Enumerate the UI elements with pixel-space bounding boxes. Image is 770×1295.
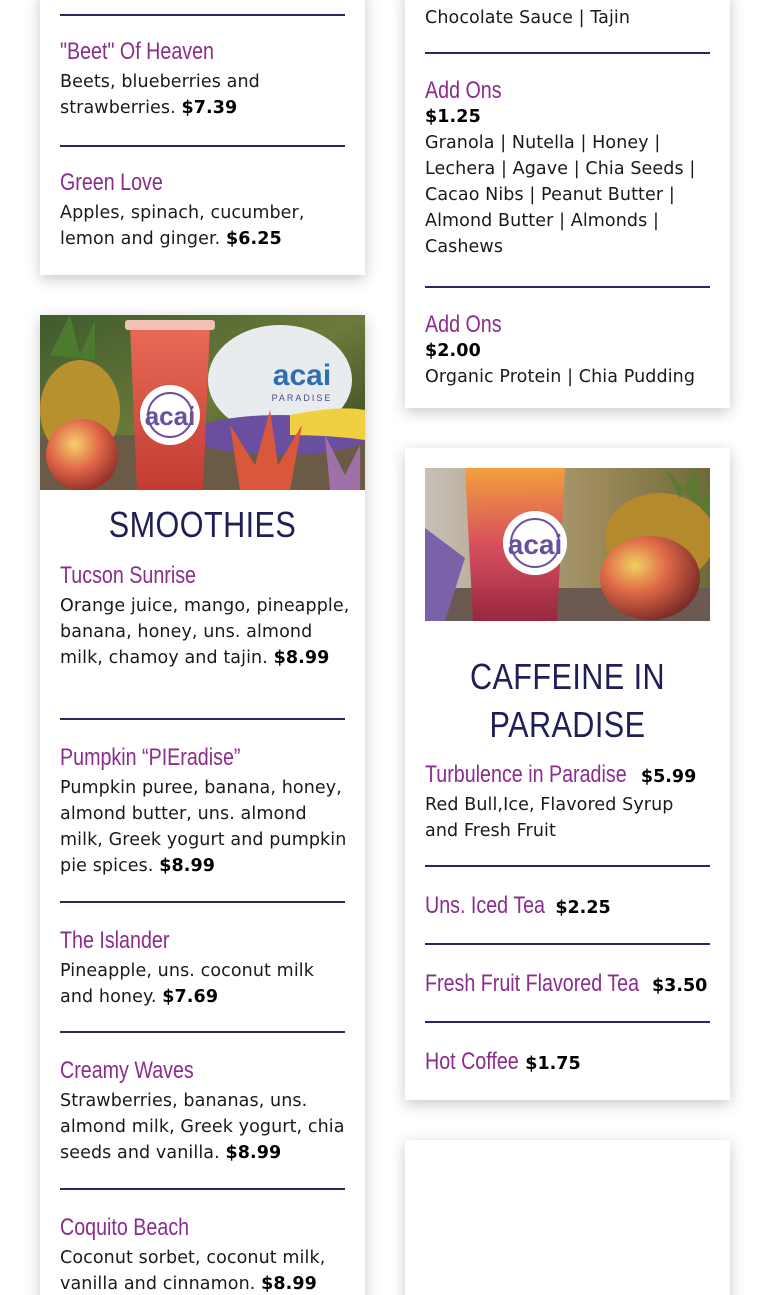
caffeine-card: [405, 448, 730, 1100]
item-price: $5.99: [640, 767, 697, 787]
cup-logo: acai: [144, 401, 196, 431]
divider: [60, 14, 345, 16]
menu-item-tucson-sunrise: [60, 561, 350, 671]
left-top-menu-card: [40, 0, 365, 275]
iced-tea-photo: [425, 468, 710, 621]
item-description: Pineapple, uns. coconut milk and honey. $7.69: [60, 961, 314, 1007]
item-price: $8.99: [273, 648, 330, 668]
toppings-tail-text: Chocolate Sauce | Tajin: [425, 8, 631, 28]
item-name: Uns. Iced Tea: [425, 892, 545, 919]
smoothies-card: [40, 315, 365, 1295]
divider: [60, 1031, 345, 1033]
item-description: Pumpkin puree, banana, honey, almond butter, uns. almond milk, Greek yogurt and pumpkin pie spices. $8.99: [60, 778, 347, 876]
addons-group-2: [425, 310, 725, 390]
item-description: Strawberries, bananas, uns. almond milk, Greek yogurt, chia seeds and vanilla. $8.99: [60, 1091, 345, 1163]
caffeine-title-line2: PARADISE: [489, 704, 646, 745]
item-name: Turbulence in Paradise: [425, 761, 627, 788]
item-description: Apples, spinach, cucumber, lemon and ginger. $6.25: [60, 203, 305, 249]
smoothie-photo: [40, 315, 365, 490]
divider: [425, 286, 710, 288]
item-name: Pumpkin “PIEradise”: [60, 744, 241, 771]
item-name: Coquito Beach: [60, 1214, 190, 1241]
menu-item-green-love: [60, 168, 350, 252]
item-price: $8.99: [159, 856, 216, 876]
item-price: $2.25: [555, 898, 611, 918]
item-description: Orange juice, mango, pineapple, banana, honey, uns. almond milk, chamoy and tajin. $8.99: [60, 596, 350, 668]
right-top-addons-card: [405, 0, 730, 408]
addons-price: $1.25: [425, 107, 481, 127]
addons-price: $2.00: [425, 341, 481, 361]
menu-item-coquito-beach: [60, 1213, 350, 1295]
item-name: Creamy Waves: [60, 1057, 194, 1084]
smoothies-title: SMOOTHIES: [108, 504, 297, 545]
divider: [425, 865, 710, 867]
divider: [60, 901, 345, 903]
menu-item-uns-iced-tea: [425, 891, 725, 921]
addons-title: Add Ons: [425, 311, 502, 338]
menu-item-creamy-waves: [60, 1056, 350, 1166]
item-price: $7.69: [162, 987, 219, 1007]
menu-item-fresh-fruit-flavored-tea: [425, 969, 730, 999]
menu-item-the-islander: [60, 926, 350, 1010]
menu-item-hot-coffee: [425, 1047, 725, 1077]
divider: [60, 145, 345, 147]
right-bottom-card: [405, 1140, 730, 1295]
cap-brand-logo: acai: [272, 359, 332, 392]
addons-list: Organic Protein | Chia Pudding: [425, 367, 696, 387]
item-name: Green Love: [60, 169, 163, 196]
item-price: $8.99: [225, 1143, 282, 1163]
addons-list: Granola | Nutella | Honey | Lechera | Agave | Chia Seeds | Cacao Nibs | Peanut Butter | Almond Butter | Almonds | Cashews: [425, 133, 696, 257]
item-description: Beets, blueberries and strawberries. $7.39: [60, 72, 260, 118]
divider: [425, 52, 710, 54]
item-price: $6.25: [225, 229, 282, 249]
addons-group-1: [425, 76, 720, 260]
item-name: Hot Coffee: [425, 1048, 519, 1075]
iced-tea-photo-frame: [425, 468, 710, 621]
cup-logo: acai: [507, 529, 563, 560]
item-name: "Beet" Of Heaven: [60, 38, 215, 65]
item-price: $1.75: [525, 1054, 581, 1074]
svg-text:PARADISE: PARADISE: [271, 393, 333, 403]
menu-item-turbulence-in-paradise: [425, 760, 725, 844]
menu-item-pumpkin-pieradise: [60, 743, 355, 879]
item-name: Tucson Sunrise: [60, 562, 197, 589]
caffeine-title-line1: CAFFEINE IN: [469, 656, 666, 697]
item-name: The Islander: [60, 927, 170, 954]
menu-item-beet-of-heaven: [60, 37, 350, 121]
item-description: Red Bull,Ice, Flavored Syrup and Fresh Fruit: [425, 795, 674, 841]
divider: [425, 1021, 710, 1023]
item-price: $3.50: [652, 976, 708, 996]
item-name: Fresh Fruit Flavored Tea: [425, 970, 640, 997]
divider: [60, 1188, 345, 1190]
addons-title: Add Ons: [425, 77, 502, 104]
smoothie-cup-photo: [40, 315, 365, 490]
item-price: $7.39: [181, 98, 238, 118]
item-price: $8.99: [261, 1274, 317, 1294]
divider: [60, 718, 345, 720]
divider: [425, 943, 710, 945]
item-description: Coconut sorbet, coconut milk, vanilla and cinnamon. $8.99: [60, 1248, 326, 1294]
